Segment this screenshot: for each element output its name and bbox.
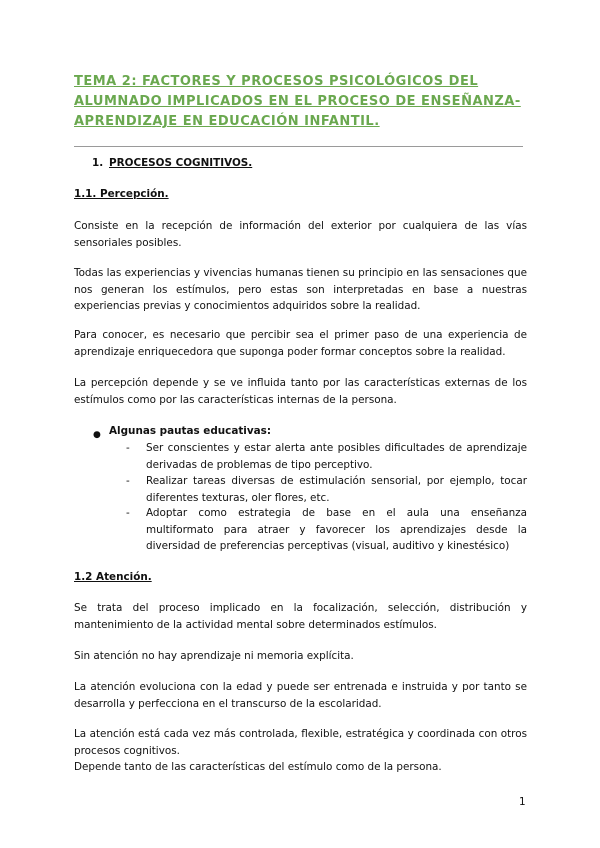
document-title: TEMA 2: FACTORES Y PROCESOS PSICOLÓGICOS DEL ALUMNADO IMPLICADOS EN EL PROCESO DE ENSEÑANZA-APRENDIZAJE EN EDUCACIÓN INFANTIL. — [74, 74, 521, 129]
paragraph: Todas las experiencias y vivencias humanas tienen su principio en las sensaciones que nos generan los estímulos, pero estas son interpretadas en base a nuestras experiencias previas y conocimientos adquiridos sobre la realidad. — [74, 267, 527, 312]
list-item: Realizar tareas diversas de estimulación sensorial, por ejemplo, tocar diferentes texturas, oler flores, etc. — [146, 475, 527, 504]
paragraph: Para conocer, es necesario que percibir sea el primer paso de una experiencia de aprendizaje enriquecedora que suponga poder formar conceptos sobre la realidad. — [74, 329, 527, 358]
paragraph: Depende tanto de las características del estímulo como de la persona. — [74, 761, 442, 773]
section-number: 1. — [92, 157, 104, 169]
subsection-heading-atencion: 1.2 Atención. — [74, 571, 152, 583]
section-heading: PROCESOS COGNITIVOS. — [109, 157, 253, 169]
paragraph: Sin atención no hay aprendizaje ni memoria explícita. — [74, 650, 354, 662]
list-item: Adoptar como estrategia de base en el aula una enseñanza multiformato para atraer y favorecer los aprendizajes desde la diversidad de preferencias perceptivas (visual, auditivo y kinestésico) — [146, 507, 527, 552]
paragraph: La atención evoluciona con la edad y puede ser entrenada e instruida y por tanto se desarrolla y perfecciona en el transcurso de la escolaridad. — [74, 681, 527, 710]
dash-marker: - — [126, 507, 130, 519]
page-number: 1 — [519, 796, 526, 808]
paragraph: La atención está cada vez más controlada, flexible, estratégica y coordinada con otros procesos cognitivos. — [74, 728, 527, 757]
list-item: Ser conscientes y estar alerta ante posibles dificultades de aprendizaje derivadas de problemas de tipo perceptivo. — [146, 442, 527, 471]
bullet-title: Algunas pautas educativas: — [109, 425, 271, 437]
title-divider — [74, 146, 523, 147]
dash-marker: - — [126, 475, 130, 487]
paragraph: Consiste en la recepción de información del exterior por cualquiera de las vías sensoriales posibles. — [74, 220, 527, 249]
paragraph: Se trata del proceso implicado en la focalización, selección, distribución y mantenimiento de la actividad mental sobre determinados estímulos. — [74, 602, 527, 631]
paragraph: La percepción depende y se ve influida tanto por las características externas de los estímulos como por las características internas de la persona. — [74, 377, 527, 406]
subsection-heading-percepcion: 1.1. Percepción. — [74, 188, 169, 200]
bullet-icon: ● — [93, 430, 101, 440]
dash-marker: - — [126, 442, 130, 454]
